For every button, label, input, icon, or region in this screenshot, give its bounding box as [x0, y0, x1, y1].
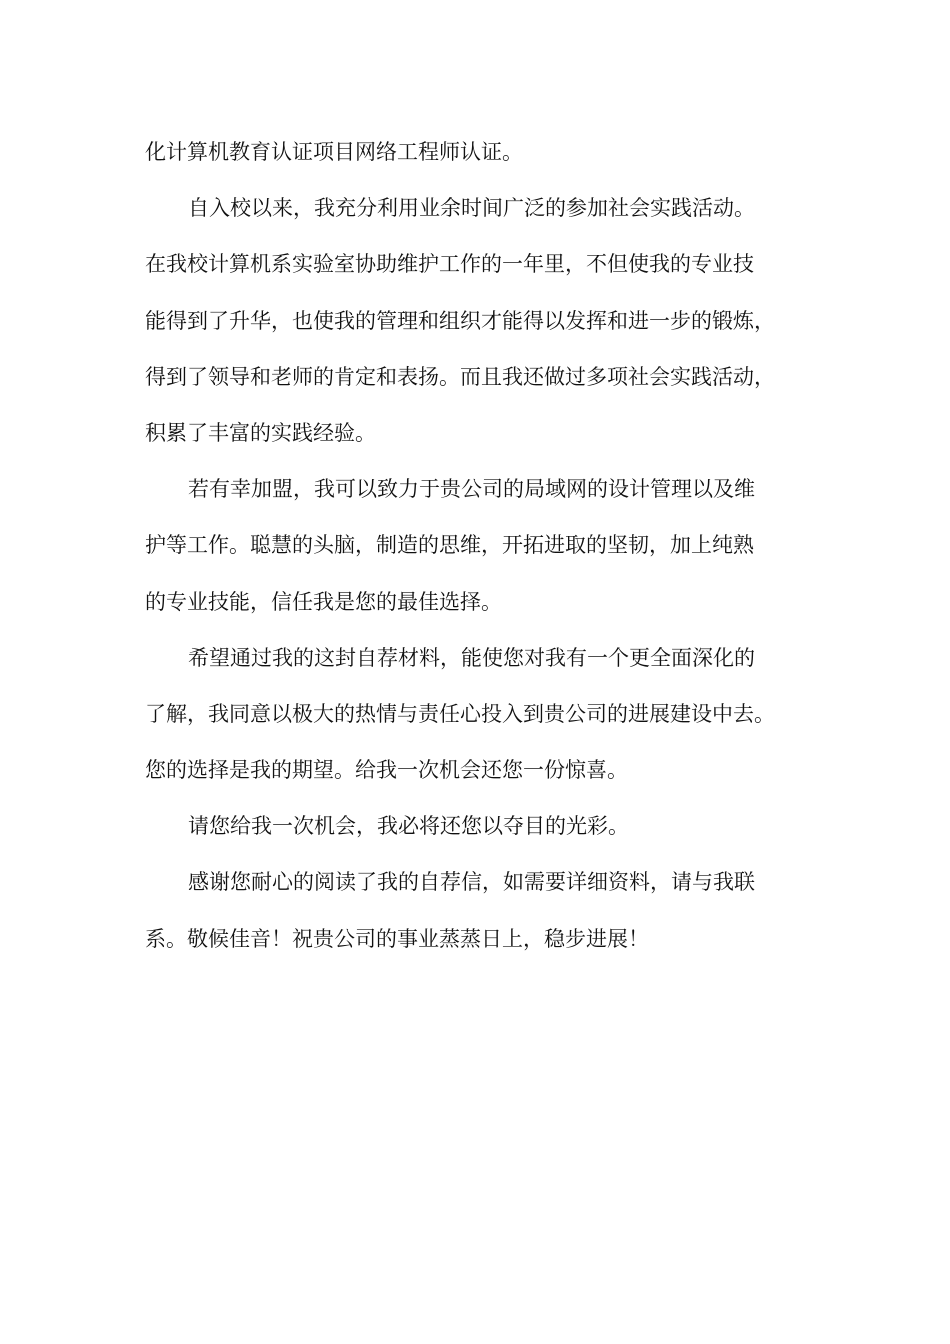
paragraph-start-line: 若有幸加盟，我可以致力于贵公司的局域网的设计管理以及维 [188, 477, 755, 502]
text-line: 得到了领导和老师的肯定和表扬。而且我还做过多项社会实践活动， [145, 364, 775, 389]
text-line: 您的选择是我的期望。给我一次机会还您一份惊喜。 [145, 758, 628, 783]
paragraph-start-line: 感谢您耐心的阅读了我的自荐信，如需要详细资料，请与我联 [188, 870, 755, 895]
paragraph-start-line: 请您给我一次机会，我必将还您以夺目的光彩。 [188, 814, 629, 839]
letter-body [145, 124, 835, 967]
text-line: 的专业技能，信任我是您的最佳选择。 [145, 589, 502, 614]
text-line: 能得到了升华，也使我的管理和组织才能得以发挥和进一步的锻炼， [145, 308, 775, 333]
text-line: 在我校计算机系实验室协助维护工作的一年里，不但使我的专业技 [145, 252, 754, 277]
text-line: 化计算机教育认证项目网络工程师认证。 [145, 140, 523, 164]
text-line: 了解，我同意以极大的热情与责任心投入到贵公司的进展建设中去。 [145, 701, 775, 726]
paragraph-start-line: 希望通过我的这封自荐材料，能使您对我有一个更全面深化的 [188, 645, 755, 670]
paragraph-start-line: 自入校以来，我充分利用业余时间广泛的参加社会实践活动。 [188, 196, 755, 221]
text-line: 积累了丰富的实践经验。 [145, 420, 376, 445]
text-line: 系。敬候佳音！祝贵公司的事业蒸蒸日上，稳步进展！ [145, 926, 649, 951]
text-line: 护等工作。聪慧的头脑，制造的思维，开拓进取的坚韧，加上纯熟 [145, 533, 754, 558]
